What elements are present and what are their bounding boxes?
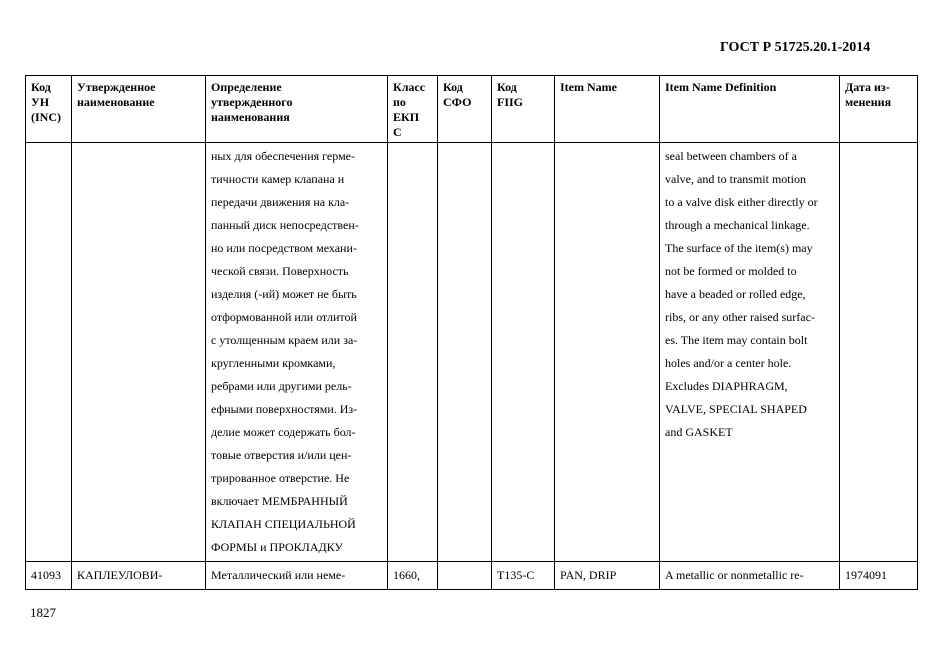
cell-definition-en: seal between chambers of a valve, and to transmit motion to a valve disk either directly or through a mechanical linkage. The surface of the item(s) may not be formed or molded to have a beaded or rolled edge, ribs, or any other raised surfac- es. The item may contain bolt holes and/or a center hole. Excludes DIAPHRAGM, VALVE, SPECIAL SHAPED and GASKET: [660, 143, 840, 562]
col-header-sfo: Код СФО: [438, 76, 492, 143]
cell-item-name: [555, 143, 660, 562]
cell-name-ru: КАПЛЕУЛОВИ-: [72, 562, 206, 590]
standard-number: ГОСТ Р 51725.20.1-2014: [720, 40, 871, 55]
cell-definition-ru: ных для обеспечения герме- тичности камер клапана и передачи движения на кла- панный диск непосредствен- но или посредством механи- ческой связи. Поверхность изделия (-ий) может не быть отформованной или отлитой с утолщенным краем или за- кругленными кромками, ребрами или другими рель- ефными поверхностями. Из- делие может содержать бол- товые отверстия и/или цен- трированное отверстие. Не включает МЕМБРАННЫЙ КЛАПАН СПЕЦИАЛЬНОЙ ФОРМЫ и ПРОКЛАДКУ: [206, 143, 388, 562]
cell-class: 1660,: [388, 562, 438, 590]
page-number: 1827: [30, 605, 56, 620]
cell-definition-en: A metallic or nonmetallic re-: [660, 562, 840, 590]
col-header-item-name-definition: Item Name Definition: [660, 76, 840, 143]
col-header-class: Класс по ЕКП С: [388, 76, 438, 143]
table-header-row: [26, 76, 918, 143]
col-header-change-date: Дата из- менения: [840, 76, 918, 143]
col-header-item-name: Item Name: [555, 76, 660, 143]
classifier-table: [25, 75, 918, 590]
col-header-inc: Код УН (INC): [26, 76, 72, 143]
cell-fiig: T135-C: [492, 562, 555, 590]
cell-inc: 41093: [26, 562, 72, 590]
cell-date: [840, 143, 918, 562]
table-row: [26, 562, 918, 590]
cell-item-name: PAN, DRIP: [555, 562, 660, 590]
cell-class: [388, 143, 438, 562]
cell-sfo: [438, 143, 492, 562]
col-header-approved-name: Утвержденное наименование: [72, 76, 206, 143]
cell-name-ru: [72, 143, 206, 562]
cell-sfo: [438, 562, 492, 590]
col-header-fiig: Код FIIG: [492, 76, 555, 143]
cell-date: 1974091: [840, 562, 918, 590]
cell-inc: [26, 143, 72, 562]
cell-fiig: [492, 143, 555, 562]
col-header-definition: Определение утвержденного наименования: [206, 76, 388, 143]
table-row: [26, 143, 918, 562]
cell-definition-ru: Металлический или неме-: [206, 562, 388, 590]
